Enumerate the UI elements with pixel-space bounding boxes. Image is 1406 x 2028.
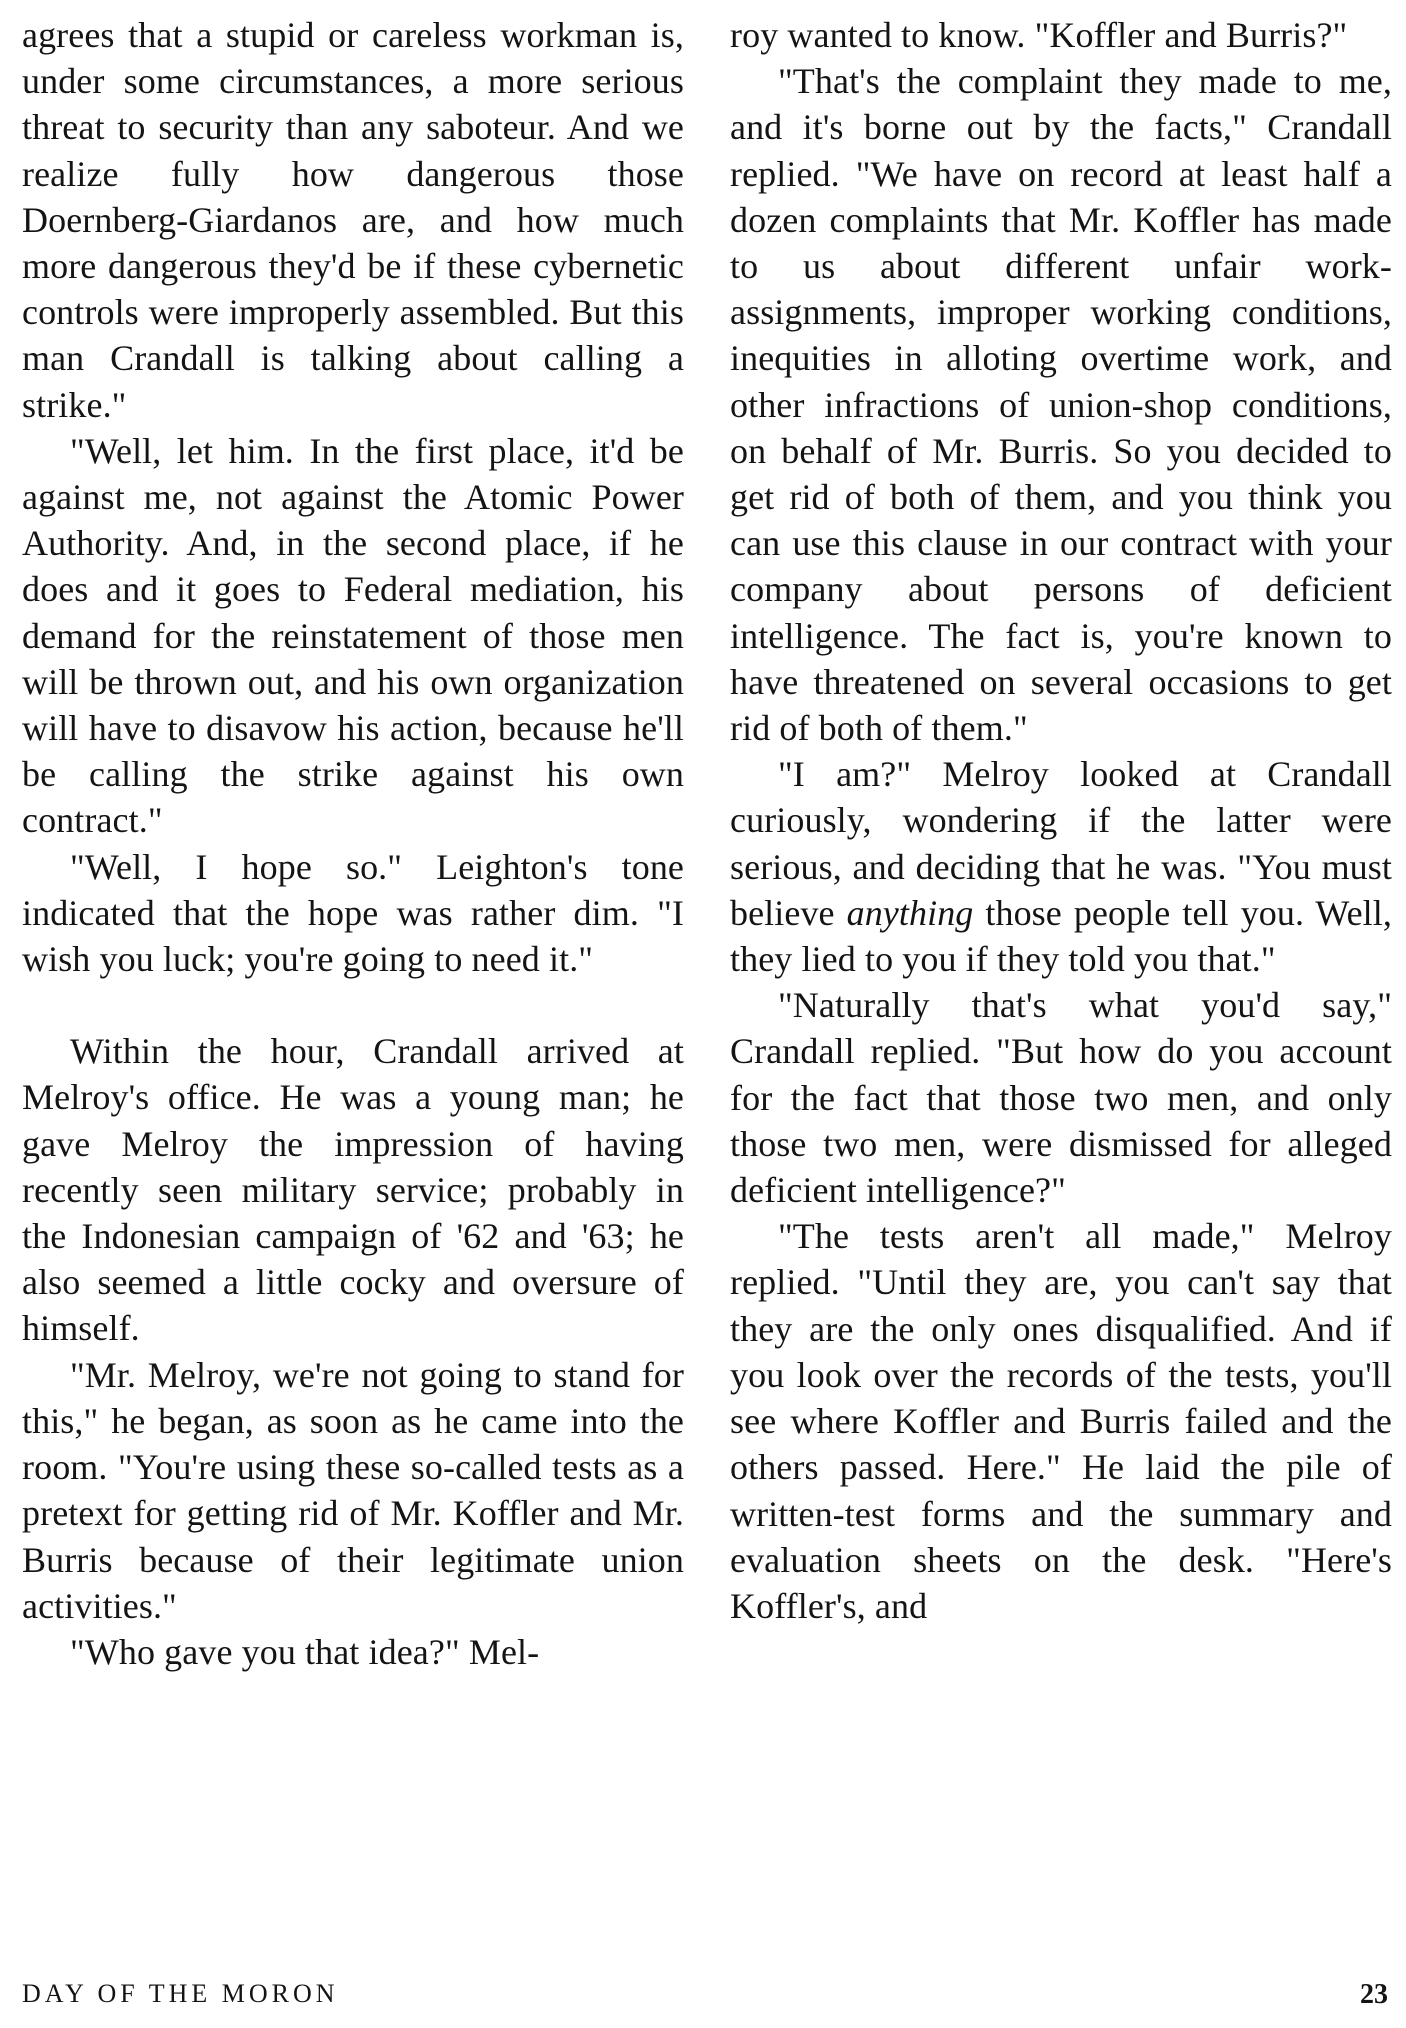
paragraph: "Who gave you that idea?" Mel-	[70, 1631, 540, 1672]
paragraph	[730, 751, 1392, 982]
left-column	[22, 12, 684, 1675]
paragraph-text: "I am?" Melroy looked at Crandall curiously, wondering if the latter were serious, and deciding that he was. "You must believe	[730, 754, 1392, 933]
paragraph: roy wanted to know. "Koffler and Burris?"	[730, 15, 1348, 55]
paragraph: "That's the complaint they made to me, and it's borne out by the facts," Crandall replied. "We have on record at least half a dozen complaints that Mr. Koffler has made to us about different unfair work-assignments, improper working conditions, inequities in alloting overtime work, and other infractions of union-shop conditions, on behalf of Mr. Burris. So you decided to get rid of both of them, and you think you can use this clause in our contract with your company about persons of deficient intelligence. The fact is, you're known to have threatened on several occasions to get rid of both of them."	[730, 61, 1392, 749]
paragraph: Within the hour, Crandall arrived at Melroy's office. He was a young man; he gave Melroy the impression of having recently seen military service; probably in the Indonesian campaign of '62 and '63; he also seemed a little cocky and oversure of himself.	[22, 1031, 684, 1349]
page-footer	[22, 1979, 1388, 2015]
paragraph: "Well, I hope so." Leighton's tone indicated that the hope was rather dim. "I wish you luck; you're going to need it."	[22, 846, 684, 980]
paragraph: "Well, let him. In the first place, it'd be against me, not against the Atomic Power Authority. And, in the second place, if he does and it goes to Federal mediation, his demand for the reinstatement of those men will be thrown out, and his own organization will have to disavow his action, because he'll be calling the strike against his own contract."	[22, 430, 684, 841]
right-column	[730, 12, 1392, 1629]
paragraph: "The tests aren't all made," Melroy replied. "Until they are, you can't say that they are the only ones disqualified. And if you look over the records of the tests, you'll see where Koffler and Burris failed and the others passed. Here." He laid the pile of written-test forms and the summary and evaluation sheets on the desk. "Here's Koffler's, and	[730, 1216, 1392, 1626]
paragraph-text: those people tell you. Well, they lied to you if they told you that."	[730, 892, 1392, 980]
running-head: DAY OF THE MORON	[22, 1979, 339, 2008]
page-number: 23	[1360, 1979, 1388, 2010]
emphasized-word: anything	[846, 892, 974, 933]
paragraph: "Naturally that's what you'd say," Crandall replied. "But how do you account for the fact that those two men, and only those two men, were dismissed for alleged deficient intelligence?"	[730, 985, 1392, 1211]
paragraph: "Mr. Melroy, we're not going to stand for this," he began, as soon as he came into the room. "You're using these so-called tests as a pretext for getting rid of Mr. Koffler and Mr. Burris because of their legitimate union activities."	[22, 1354, 684, 1626]
paragraph: agrees that a stupid or careless workman is, under some circumstances, a more serious threat to security than any saboteur. And we realize fully how dangerous those Doernberg-Giardanos are, and how much more dangerous they'd be if these cybernetic controls were improperly assembled. But this man Crandall is talking about calling a strike."	[22, 15, 684, 425]
